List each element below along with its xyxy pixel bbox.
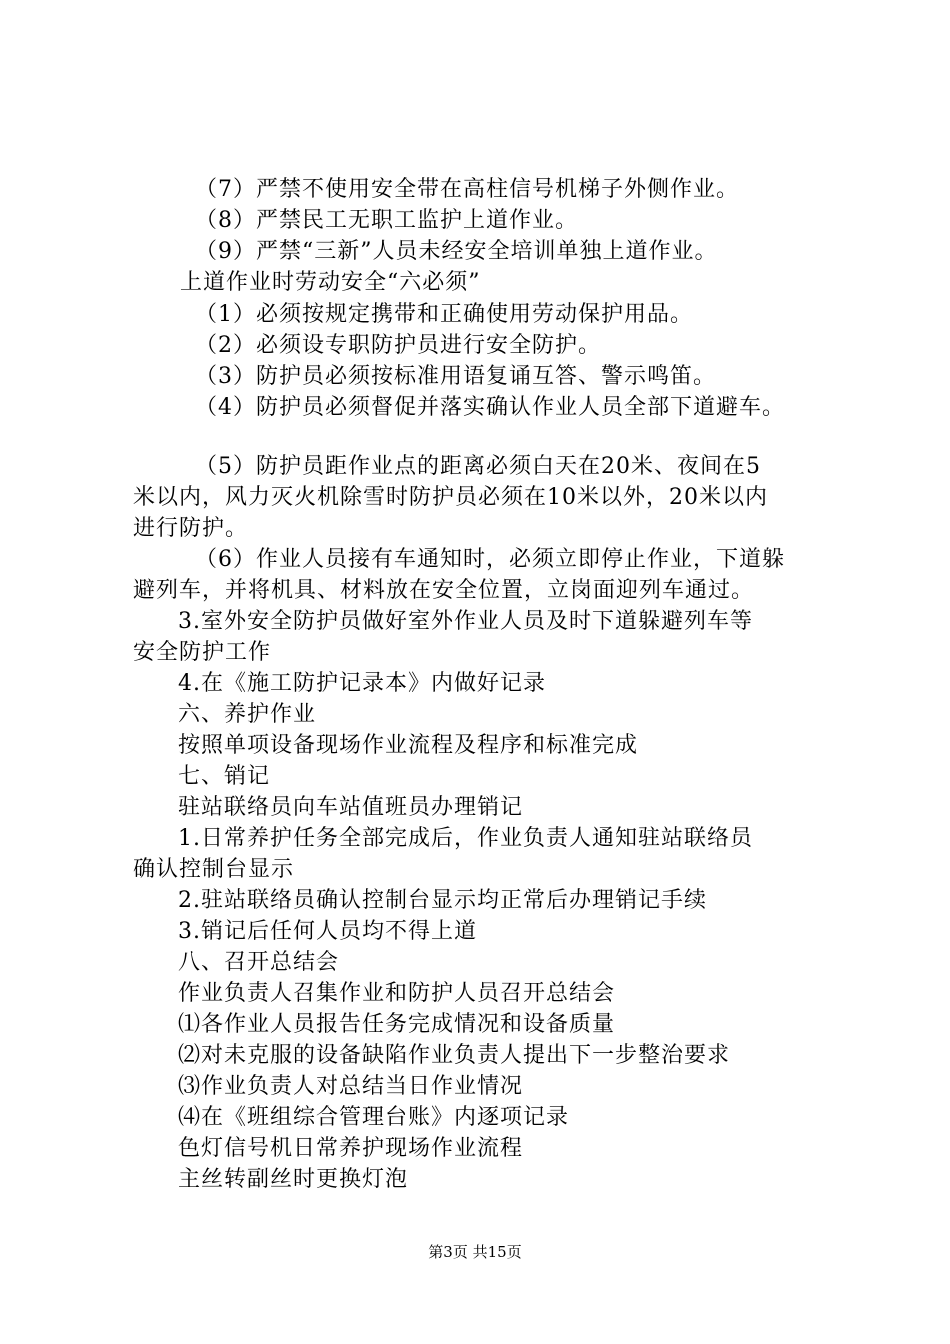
text-line: （9）严禁“三新”人员未经安全培训单独上道作业。 — [195, 239, 718, 264]
text-line: （6）作业人员接有车通知时，必须立即停止作业，下道躲 — [195, 547, 785, 572]
text-line: 1.日常养护任务全部完成后，作业负责人通知驻站联络员 — [178, 826, 753, 851]
text-line: 进行防护。 — [133, 516, 249, 541]
text-line: ⑷在《班组综合管理台账》内逐项记录 — [178, 1105, 570, 1130]
text-line: 米以内，风力灭火机除雪时防护员必须在10米以外，20米以内 — [133, 485, 768, 510]
text-line: （4）防护员必须督促并落实确认作业人员全部下道避车。 — [195, 395, 785, 420]
text-line: ⑴各作业人员报告任务完成情况和设备质量 — [178, 1012, 616, 1037]
text-line: 避列车，并将机具、材料放在安全位置，立岗面迎列车通过。 — [133, 578, 755, 603]
text-line: （8）严禁民工无职工监护上道作业。 — [195, 208, 578, 233]
text-line: （1）必须按规定携带和正确使用劳动保护用品。 — [195, 302, 693, 327]
text-line: （3）防护员必须按标准用语复诵互答、警示鸣笛。 — [195, 364, 716, 389]
text-line: （2）必须设专职防护员进行安全防护。 — [195, 333, 601, 358]
section-heading: 上道作业时劳动安全“六必须” — [180, 270, 481, 295]
text-line: 4.在《施工防护记录本》内做好记录 — [178, 671, 546, 696]
text-line: 2.驻站联络员确认控制台显示均正常后办理销记手续 — [178, 888, 707, 913]
text-line: ⑵对未克服的设备缺陷作业负责人提出下一步整治要求 — [178, 1043, 731, 1068]
text-line: 安全防护工作 — [133, 640, 272, 665]
section-heading: 六、养护作业 — [178, 702, 317, 727]
section-heading: 七、销记 — [178, 764, 271, 789]
text-line: （5）防护员距作业点的距离必须白天在20米、夜间在5 — [195, 454, 761, 479]
text-line: 色灯信号机日常养护现场作业流程 — [178, 1136, 524, 1161]
text-line: 确认控制台显示 — [133, 857, 295, 882]
section-heading: 八、召开总结会 — [178, 950, 340, 975]
page-number-footer: 第3页 共15页 — [428, 1243, 522, 1261]
text-line: 按照单项设备现场作业流程及程序和标准完成 — [178, 733, 639, 758]
text-line: 作业负责人召集作业和防护人员召开总结会 — [178, 981, 616, 1006]
text-line: 3.销记后任何人员均不得上道 — [178, 919, 477, 944]
text-line: ⑶作业负责人对总结当日作业情况 — [178, 1074, 524, 1099]
text-line: 驻站联络员向车站值班员办理销记 — [178, 795, 524, 820]
text-line: （7）严禁不使用安全带在高柱信号机梯子外侧作业。 — [195, 177, 739, 202]
text-line: 主丝转副丝时更换灯泡 — [178, 1167, 409, 1192]
text-line: 3.室外安全防护员做好室外作业人员及时下道躲避列车等 — [178, 609, 753, 634]
